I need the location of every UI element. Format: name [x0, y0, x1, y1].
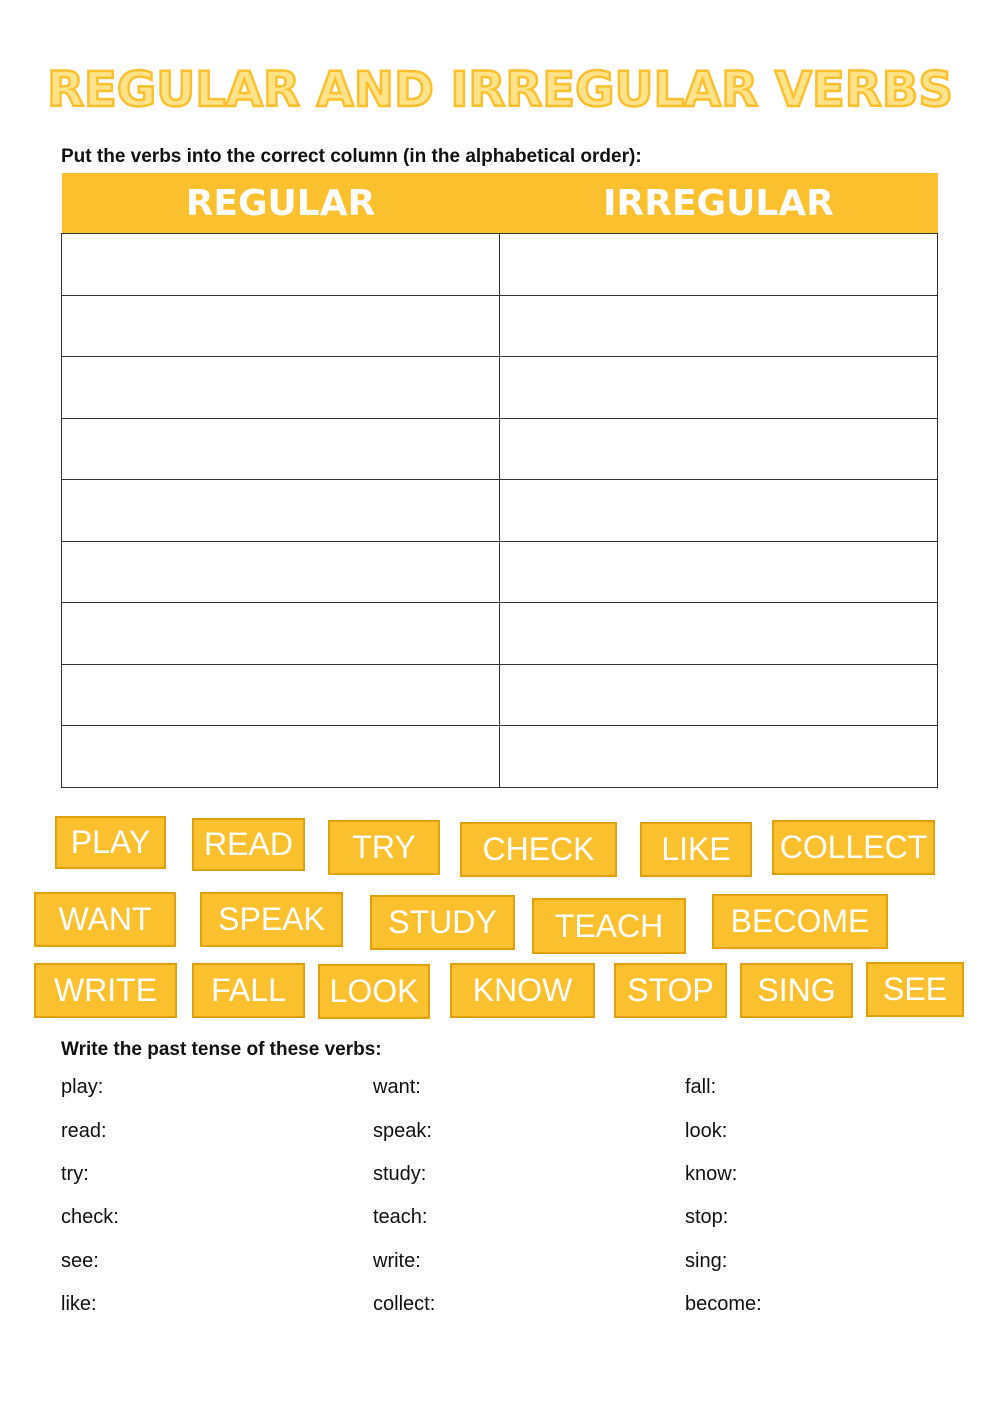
- answer-field[interactable]: [743, 1162, 985, 1186]
- regular-cell[interactable]: [62, 295, 500, 357]
- regular-cell[interactable]: [62, 541, 500, 603]
- verb-row: [685, 1283, 985, 1326]
- verb-row: [61, 1283, 361, 1326]
- word-chip-become[interactable]: BECOME: [712, 894, 888, 949]
- word-chip-speak[interactable]: SPEAK: [200, 892, 343, 947]
- answer-field[interactable]: [432, 1162, 673, 1186]
- verb-row: [685, 1153, 985, 1196]
- answer-field[interactable]: [125, 1206, 361, 1230]
- word-chip-sing[interactable]: SING: [740, 963, 853, 1018]
- regular-cell[interactable]: [62, 357, 500, 419]
- past-tense-column-3: [685, 1066, 985, 1326]
- word-chip-want[interactable]: WANT: [34, 892, 176, 947]
- verb-label: study:: [373, 1162, 427, 1185]
- word-chip-look[interactable]: LOOK: [318, 964, 430, 1019]
- regular-cell[interactable]: [62, 234, 500, 296]
- verb-label: check:: [61, 1206, 119, 1229]
- answer-field[interactable]: [103, 1293, 361, 1317]
- verb-row: [61, 1066, 361, 1109]
- verb-label: sing:: [685, 1249, 728, 1272]
- regular-cell[interactable]: [62, 726, 500, 788]
- verb-label: want:: [373, 1076, 421, 1099]
- word-chip-try[interactable]: TRY: [328, 820, 440, 875]
- word-chip-like[interactable]: LIKE: [640, 822, 752, 877]
- word-chip-check[interactable]: CHECK: [460, 822, 617, 877]
- verb-label: see:: [61, 1249, 99, 1272]
- verb-row: [61, 1153, 361, 1196]
- regular-cell[interactable]: [62, 603, 500, 665]
- irregular-cell[interactable]: [500, 726, 938, 788]
- regular-cell[interactable]: [62, 480, 500, 542]
- answer-field[interactable]: [427, 1249, 673, 1273]
- regular-header: REGULAR: [62, 173, 500, 234]
- word-chip-fall[interactable]: FALL: [192, 963, 305, 1018]
- verb-row: [61, 1240, 361, 1283]
- answer-field[interactable]: [733, 1249, 985, 1273]
- regular-cell[interactable]: [62, 664, 500, 726]
- verb-label: like:: [61, 1293, 97, 1316]
- verb-label: speak:: [373, 1119, 432, 1142]
- sort-instruction: Put the verbs into the correct column (in the alphabetical order):: [61, 146, 642, 167]
- irregular-cell[interactable]: [500, 541, 938, 603]
- word-chip-stop[interactable]: STOP: [614, 963, 727, 1018]
- word-chip-study[interactable]: STUDY: [370, 895, 515, 950]
- verb-row: [685, 1196, 985, 1239]
- word-chip-play[interactable]: PLAY: [55, 816, 166, 869]
- irregular-cell[interactable]: [500, 357, 938, 419]
- regular-cell[interactable]: [62, 418, 500, 480]
- sort-table: [61, 173, 938, 788]
- verb-label: read:: [61, 1119, 107, 1142]
- answer-field[interactable]: [733, 1119, 985, 1143]
- word-chip-collect[interactable]: COLLECT: [772, 820, 935, 875]
- verb-row: [373, 1066, 673, 1109]
- past-tense-column-2: [373, 1066, 673, 1326]
- verb-row: [61, 1109, 361, 1152]
- word-chip-see[interactable]: SEE: [866, 962, 964, 1017]
- verb-label: teach:: [373, 1206, 428, 1229]
- irregular-header: IRREGULAR: [500, 173, 938, 234]
- word-chip-write[interactable]: WRITE: [34, 963, 177, 1018]
- word-chip-read[interactable]: READ: [192, 818, 305, 871]
- answer-field[interactable]: [109, 1076, 361, 1100]
- verb-row: [685, 1066, 985, 1109]
- irregular-cell[interactable]: [500, 664, 938, 726]
- verb-row: [685, 1240, 985, 1283]
- answer-field[interactable]: [722, 1076, 985, 1100]
- irregular-cell[interactable]: [500, 234, 938, 296]
- answer-field[interactable]: [441, 1293, 673, 1317]
- irregular-cell[interactable]: [500, 418, 938, 480]
- verb-row: [373, 1240, 673, 1283]
- answer-field[interactable]: [768, 1293, 985, 1317]
- irregular-cell[interactable]: [500, 480, 938, 542]
- past-tense-instruction: Write the past tense of these verbs:: [61, 1039, 382, 1060]
- verb-row: [685, 1109, 985, 1152]
- answer-field[interactable]: [105, 1249, 361, 1273]
- verb-label: fall:: [685, 1076, 717, 1099]
- answer-field[interactable]: [427, 1076, 673, 1100]
- verb-label: know:: [685, 1162, 738, 1185]
- answer-field[interactable]: [438, 1119, 673, 1143]
- past-tense-column-1: [61, 1066, 361, 1326]
- verb-label: collect:: [373, 1293, 436, 1316]
- answer-field[interactable]: [734, 1206, 985, 1230]
- word-chip-teach[interactable]: TEACH: [532, 898, 686, 954]
- verb-row: [373, 1153, 673, 1196]
- answer-field[interactable]: [113, 1119, 361, 1143]
- irregular-cell[interactable]: [500, 603, 938, 665]
- irregular-cell[interactable]: [500, 295, 938, 357]
- page-title: REGULAR AND IRREGULAR VERBS: [47, 62, 953, 118]
- verb-row: [373, 1283, 673, 1326]
- verb-label: write:: [373, 1249, 421, 1272]
- word-chip-know[interactable]: KNOW: [450, 963, 595, 1018]
- verb-label: try:: [61, 1162, 89, 1185]
- verb-label: become:: [685, 1293, 762, 1316]
- verb-row: [373, 1196, 673, 1239]
- answer-field[interactable]: [95, 1162, 361, 1186]
- verb-label: play:: [61, 1076, 104, 1099]
- verb-label: look:: [685, 1119, 728, 1142]
- answer-field[interactable]: [433, 1206, 673, 1230]
- verb-label: stop:: [685, 1206, 729, 1229]
- verb-row: [373, 1109, 673, 1152]
- verb-row: [61, 1196, 361, 1239]
